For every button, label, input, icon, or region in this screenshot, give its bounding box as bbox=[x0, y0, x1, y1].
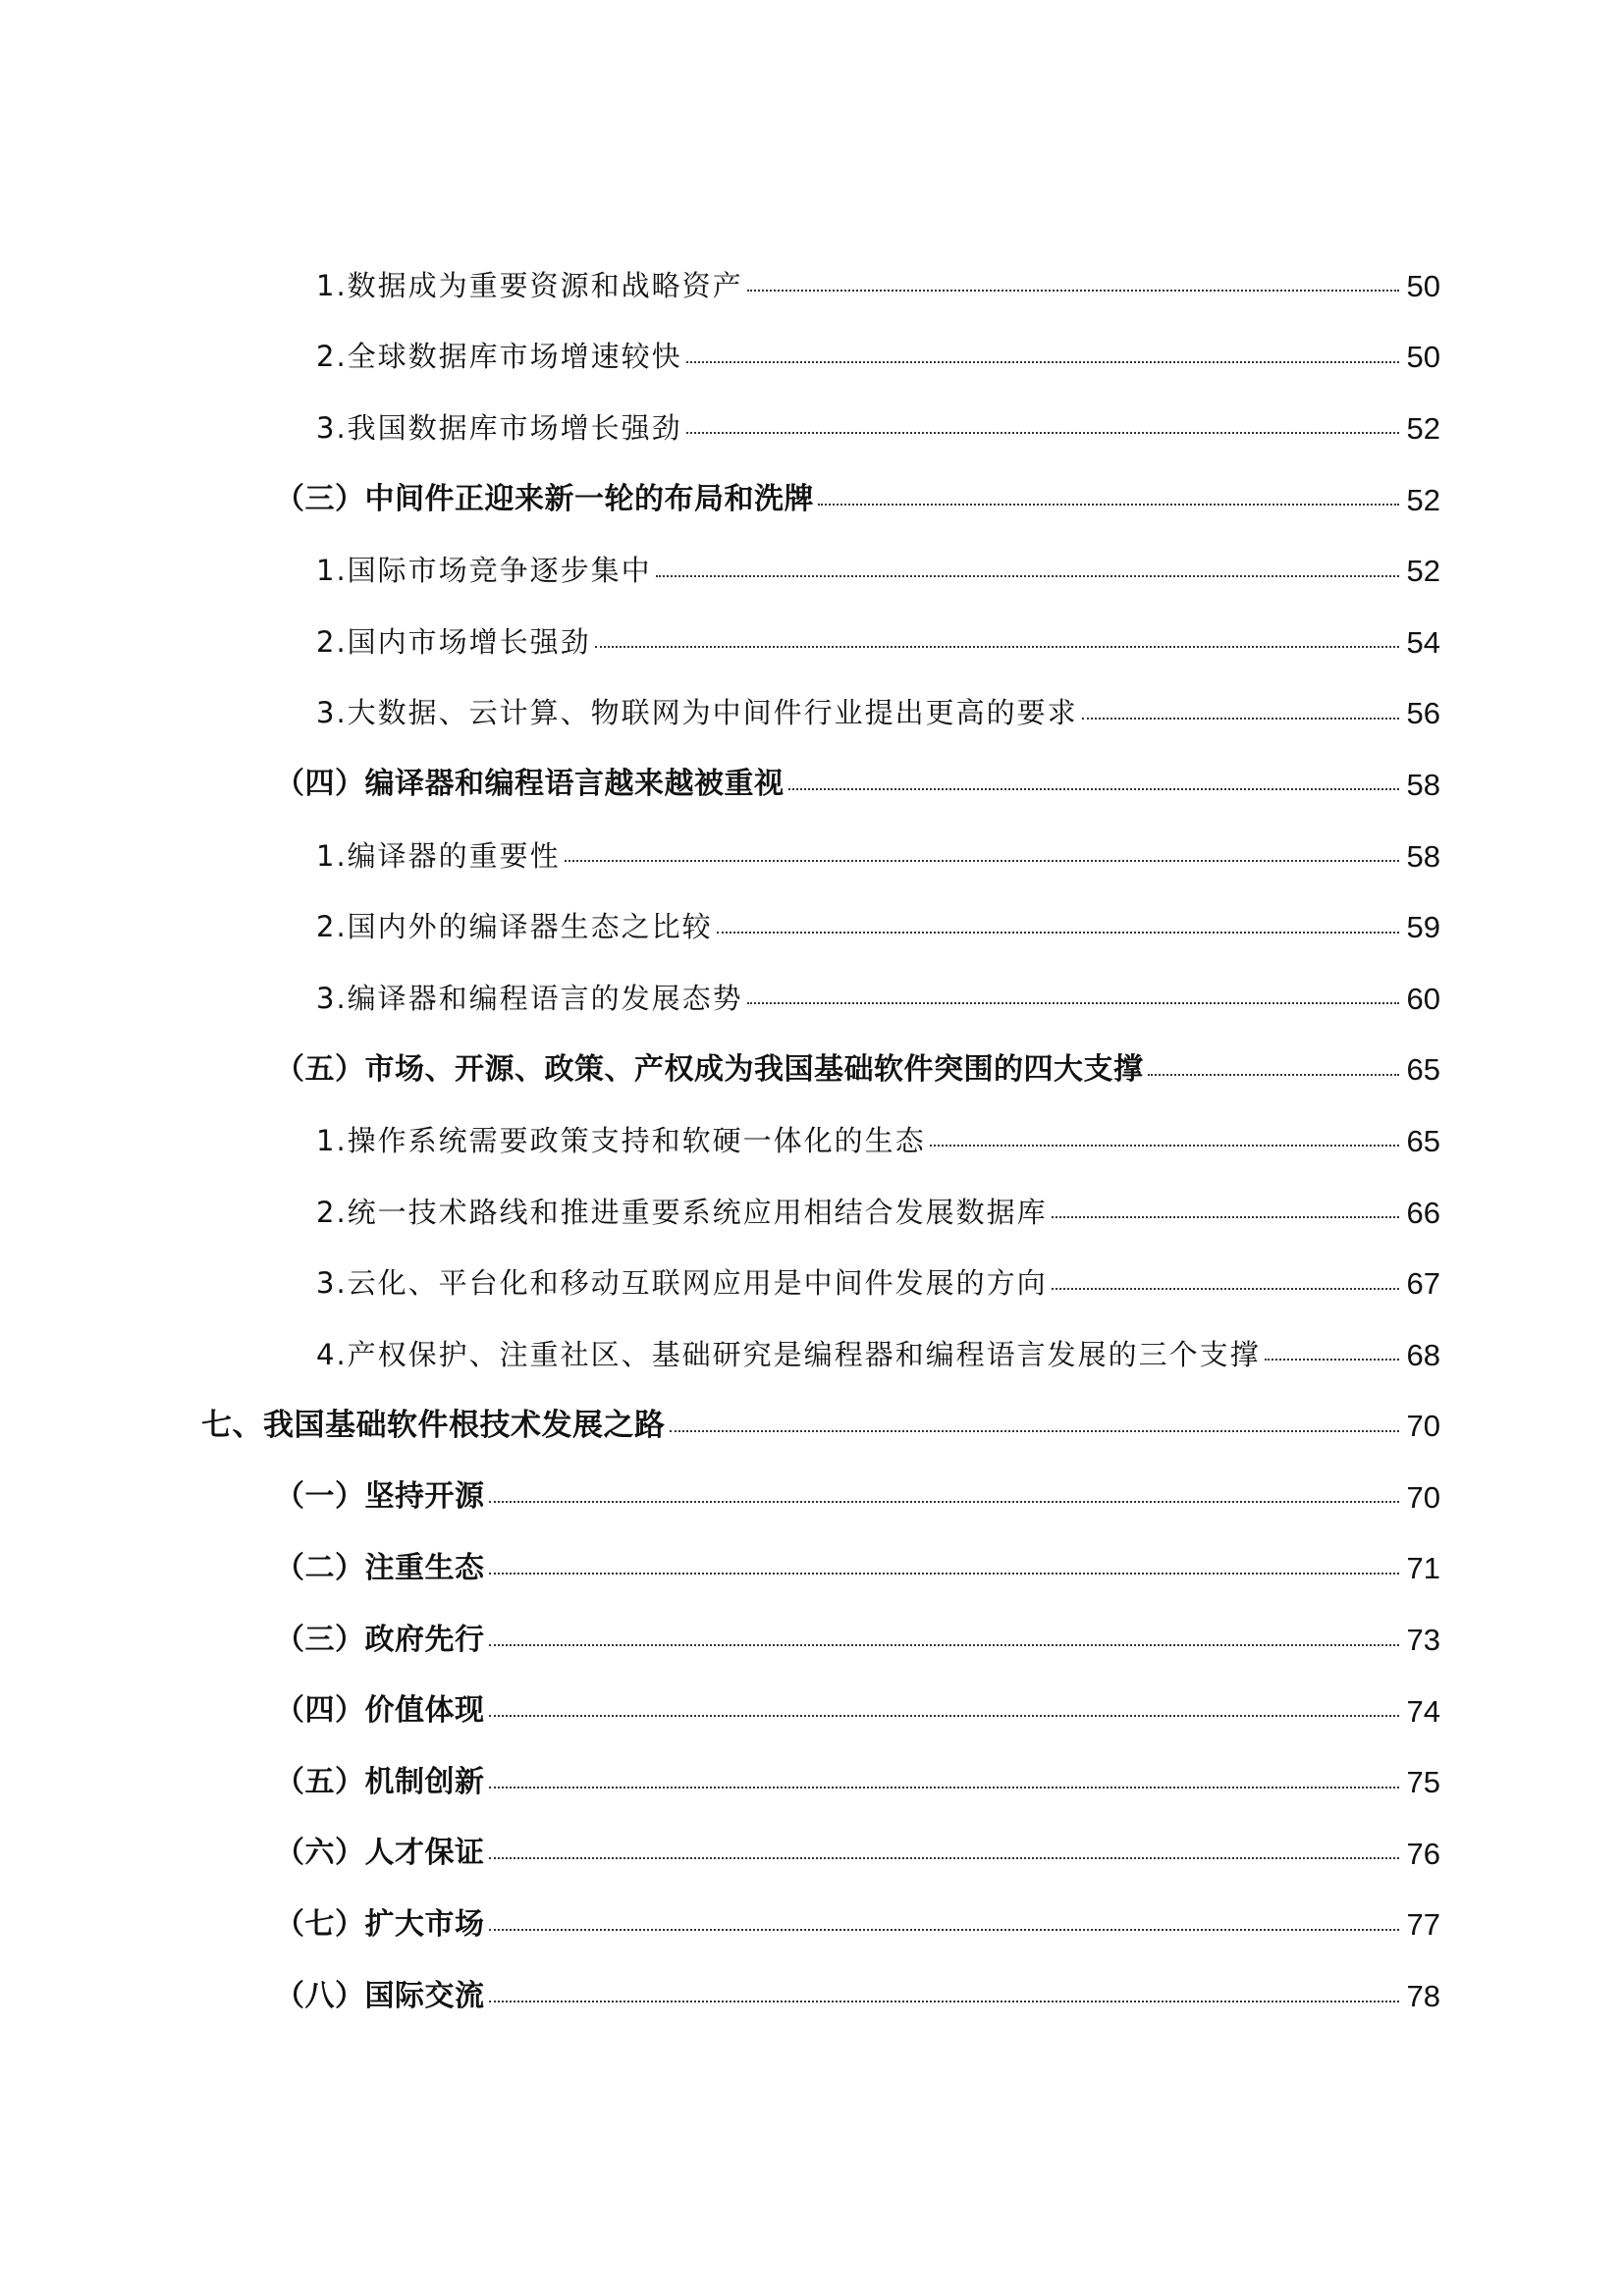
dot-leader bbox=[1052, 1216, 1399, 1218]
toc-entry-page-number: 68 bbox=[1406, 1337, 1440, 1372]
dot-leader bbox=[565, 860, 1399, 862]
toc-entry-title: 4.产权保护、注重社区、基础研究是编程器和编程语言发展的三个支撑 bbox=[316, 1337, 1261, 1371]
toc-entry-page-number: 58 bbox=[1406, 767, 1440, 802]
toc-entry-page-number: 52 bbox=[1406, 554, 1440, 589]
toc-entry[interactable] bbox=[0, 1391, 1624, 1463]
dot-leader bbox=[656, 575, 1399, 577]
toc-entry-page-number: 71 bbox=[1406, 1551, 1440, 1586]
dot-leader bbox=[686, 432, 1399, 434]
dot-leader bbox=[1148, 1074, 1400, 1076]
toc-entry-title: （三）政府先行 bbox=[275, 1622, 485, 1657]
toc-entry-page-number: 65 bbox=[1406, 1052, 1440, 1088]
toc-entry-title: （八）国际交流 bbox=[275, 1978, 485, 2013]
toc-entry-page-number: 76 bbox=[1406, 1836, 1440, 1871]
toc-entry[interactable] bbox=[0, 1105, 1624, 1177]
toc-entry[interactable] bbox=[0, 607, 1624, 678]
toc-entry-page-number: 54 bbox=[1406, 624, 1440, 660]
toc-entry-title: 3.编译器和编程语言的发展态势 bbox=[316, 981, 743, 1015]
toc-entry[interactable] bbox=[0, 535, 1624, 607]
toc-entry[interactable] bbox=[0, 1248, 1624, 1319]
dot-leader bbox=[1052, 1288, 1399, 1290]
dot-leader bbox=[489, 1715, 1400, 1717]
toc-entry[interactable] bbox=[0, 963, 1624, 1035]
toc-entry-page-number: 67 bbox=[1406, 1266, 1440, 1302]
toc-entry-page-number: 70 bbox=[1406, 1479, 1440, 1515]
toc-entry[interactable] bbox=[0, 1462, 1624, 1533]
toc-entry-title: 2.统一技术路线和推进重要系统应用相结合发展数据库 bbox=[316, 1195, 1048, 1229]
toc-entry-title: 3.云化、平台化和移动互联网应用是中间件发展的方向 bbox=[316, 1266, 1048, 1301]
toc-entry-title: 1.编译器的重要性 bbox=[316, 838, 561, 873]
dot-leader bbox=[1082, 718, 1399, 720]
dot-leader bbox=[788, 788, 1400, 790]
toc-entry-title: （三）中间件正迎来新一轮的布局和洗牌 bbox=[275, 482, 814, 517]
toc-entry[interactable] bbox=[0, 1177, 1624, 1249]
toc-entry[interactable] bbox=[0, 393, 1624, 464]
toc-entry-page-number: 50 bbox=[1406, 268, 1440, 303]
toc-entry[interactable] bbox=[0, 1890, 1624, 1961]
dot-leader bbox=[489, 1644, 1400, 1646]
toc-entry-title: 1.数据成为重要资源和战略资产 bbox=[316, 268, 743, 302]
toc-entry[interactable] bbox=[0, 678, 1624, 750]
toc-entry-page-number: 65 bbox=[1406, 1123, 1440, 1158]
toc-entry[interactable] bbox=[0, 891, 1624, 963]
toc-entry-page-number: 66 bbox=[1406, 1195, 1440, 1230]
dot-leader bbox=[489, 2001, 1400, 2002]
toc-entry-page-number: 50 bbox=[1406, 340, 1440, 375]
toc-entry-title: 3.我国数据库市场增长强劲 bbox=[316, 410, 682, 445]
toc-entry[interactable] bbox=[0, 1035, 1624, 1106]
dot-leader bbox=[489, 1573, 1400, 1575]
toc-entry-title: 1.国际市场竞争逐步集中 bbox=[316, 554, 652, 588]
dot-leader bbox=[489, 1929, 1400, 1931]
toc-entry-title: （四）价值体现 bbox=[275, 1693, 485, 1729]
toc-entry-title: 3.大数据、云计算、物联网为中间件行业提出更高的要求 bbox=[316, 696, 1078, 730]
toc-entry-title: （五）市场、开源、政策、产权成为我国基础软件突围的四大支撑 bbox=[275, 1051, 1144, 1087]
dot-leader bbox=[489, 1857, 1400, 1859]
table-of-contents bbox=[0, 250, 1624, 2032]
dot-leader bbox=[717, 932, 1399, 934]
dot-leader bbox=[686, 361, 1399, 363]
toc-entry[interactable] bbox=[0, 250, 1624, 322]
dot-leader bbox=[930, 1145, 1399, 1147]
toc-entry[interactable] bbox=[0, 322, 1624, 394]
toc-entry-page-number: 56 bbox=[1406, 696, 1440, 731]
toc-entry-page-number: 70 bbox=[1406, 1409, 1440, 1444]
toc-entry-page-number: 60 bbox=[1406, 981, 1440, 1016]
dot-leader bbox=[747, 290, 1399, 292]
toc-entry-page-number: 74 bbox=[1406, 1693, 1440, 1729]
toc-entry[interactable] bbox=[0, 821, 1624, 892]
toc-entry[interactable] bbox=[0, 1533, 1624, 1605]
toc-entry-page-number: 52 bbox=[1406, 482, 1440, 517]
dot-leader bbox=[595, 646, 1399, 648]
toc-entry[interactable] bbox=[0, 749, 1624, 821]
dot-leader bbox=[1265, 1359, 1399, 1361]
toc-entry-page-number: 58 bbox=[1406, 838, 1440, 874]
toc-entry[interactable] bbox=[0, 464, 1624, 536]
toc-entry[interactable] bbox=[0, 1676, 1624, 1747]
toc-entry[interactable] bbox=[0, 1746, 1624, 1818]
toc-entry-title: 2.全球数据库市场增速较快 bbox=[316, 340, 682, 374]
toc-entry[interactable] bbox=[0, 1960, 1624, 2032]
toc-entry-page-number: 59 bbox=[1406, 910, 1440, 945]
toc-entry-title: （六）人才保证 bbox=[275, 1836, 485, 1871]
toc-entry-title: （四）编译器和编程语言越来越被重视 bbox=[275, 767, 785, 802]
dot-leader bbox=[489, 1501, 1400, 1503]
toc-entry-page-number: 73 bbox=[1406, 1623, 1440, 1658]
toc-entry-page-number: 78 bbox=[1406, 1979, 1440, 2014]
dot-leader bbox=[818, 504, 1399, 506]
toc-entry[interactable] bbox=[0, 1604, 1624, 1676]
toc-entry-title: （七）扩大市场 bbox=[275, 1906, 485, 1942]
toc-entry-title: （一）坚持开源 bbox=[275, 1479, 485, 1515]
toc-entry-title: 1.操作系统需要政策支持和软硬一体化的生态 bbox=[316, 1123, 926, 1157]
toc-entry-title: （二）注重生态 bbox=[275, 1550, 485, 1585]
toc-entry-page-number: 52 bbox=[1406, 410, 1440, 446]
toc-entry-page-number: 77 bbox=[1406, 1907, 1440, 1943]
dot-leader bbox=[747, 1002, 1399, 1004]
toc-entry[interactable] bbox=[0, 1319, 1624, 1391]
toc-entry[interactable] bbox=[0, 1818, 1624, 1890]
toc-entry-page-number: 75 bbox=[1406, 1765, 1440, 1800]
toc-entry-title: 2.国内市场增长强劲 bbox=[316, 624, 591, 659]
toc-entry-title: 2.国内外的编译器生态之比较 bbox=[316, 910, 713, 944]
dot-leader bbox=[670, 1430, 1400, 1432]
dot-leader bbox=[489, 1787, 1400, 1789]
toc-entry-title: （五）机制创新 bbox=[275, 1764, 485, 1799]
toc-entry-title: 七、我国基础软件根技术发展之路 bbox=[201, 1408, 666, 1444]
